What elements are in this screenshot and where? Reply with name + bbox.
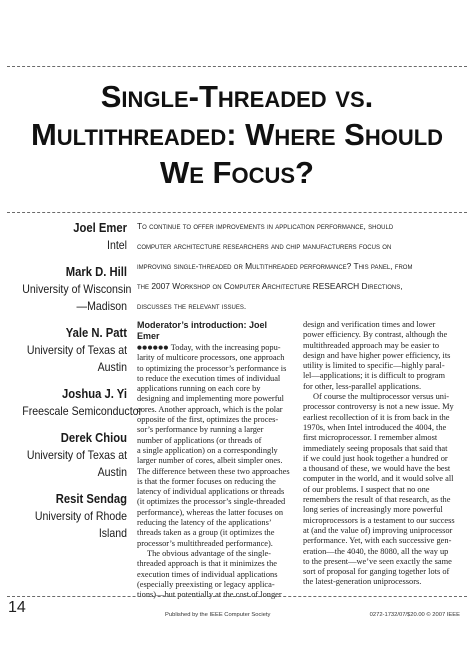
body-text-line: multithreaded approach may be easier to <box>303 340 440 350</box>
body-text-line: opposite of the first, optimizes the proces- <box>137 415 279 425</box>
body-text-line: long series of increasingly more powerful <box>303 505 443 515</box>
abstract-line: computer architecture researchers and chip manufacturers focus on <box>137 241 392 251</box>
body-text: Today, with the increasing popu- <box>170 343 281 352</box>
body-text-line: to reduce the execution times of individual <box>137 373 281 383</box>
copyright-line: 0272-1732/07/$20.00 © 2007 IEEE <box>369 612 460 618</box>
body-text-line: performance. Yet, with each successive gen- <box>303 536 452 546</box>
body-text-line: tions)—but potentially at the cost of longer <box>137 590 282 600</box>
publisher-line: Published by the IEEE Computer Society <box>165 612 271 618</box>
body-text-line: power efficiency. By contrast, although the <box>303 330 448 340</box>
body-text-line: at (and the value of) improving uniprocessor <box>303 525 453 535</box>
author-affiliation: Island <box>98 526 127 540</box>
body-text-line: if we could just hook together a hundred or <box>303 453 448 463</box>
body-text-line: to optimizing the processor’s performance is <box>137 363 287 373</box>
body-text-line: Of course the multiprocessor versus uni- <box>313 392 450 402</box>
author-list <box>8 220 143 548</box>
author <box>8 430 127 481</box>
body-text-line: a single application) on a correspondingly <box>137 445 278 455</box>
body-text-line: immediately seeing proposals that said that <box>303 443 448 453</box>
bullet-dots-ornament: ●●●●●● <box>137 345 169 351</box>
author-affiliation: Freescale Semiconductor <box>22 404 143 418</box>
body-text-line: execution times of individual applications <box>137 569 278 579</box>
author <box>8 386 143 420</box>
author <box>8 264 132 315</box>
left-column-lines <box>137 343 291 600</box>
body-text-line: number of applications (or threads of <box>137 435 262 445</box>
body-text-line: The difference between these two approaches <box>137 466 290 476</box>
body-text-line: is that the former focuses on reducing the <box>137 476 276 486</box>
body-text-line: reducing the latency of the applications’ <box>137 518 272 528</box>
body-text-line: processor’s multithreaded performance). <box>137 538 273 548</box>
body-text-line: (it optimizes the processor’s single-threaded <box>137 497 286 507</box>
author-affiliation: University of Texas at <box>26 448 127 462</box>
abstract-line: To continue to offer improvements in application performance, should <box>137 221 394 231</box>
abstract <box>137 216 457 316</box>
author-affiliation: —Madison <box>76 299 127 313</box>
body-text-line: earliest recollection of it is from back in the <box>303 412 450 422</box>
body-text-line: to the present—we’ve seen exactly the same <box>303 556 452 566</box>
body-text-line: lel—applications; it is difficult to program <box>303 371 445 381</box>
author-affiliation: University of Wisconsin <box>22 282 132 296</box>
author-affiliation: Intel <box>107 238 127 252</box>
body-text-line: 1970s, when Intel introduced the 4004, the <box>303 422 447 432</box>
title-line: Multithreaded: Where Should <box>30 117 444 152</box>
author-affiliation: Austin <box>97 465 127 479</box>
body-text-line: a thousand of these, we would have the best <box>303 464 451 474</box>
body-text-line: sort of proposal for ganging together lots of <box>303 567 450 577</box>
author-affiliation: University of Rhode <box>34 509 127 523</box>
top-rule <box>7 66 467 67</box>
section-subhead: Moderator’s introduction: Joel Emer <box>137 320 268 341</box>
body-text-line: larity of multicore processors, one approach <box>137 353 285 363</box>
author-name: Joel Emer <box>73 221 127 235</box>
author <box>8 325 127 376</box>
page-number: 14 <box>8 599 26 616</box>
body-text-line: design and verification times and lower <box>303 320 436 329</box>
body-text-line: performance), whereas the latter focuses on <box>137 507 284 517</box>
body-column-right <box>303 320 459 588</box>
body-text-line: design and have higher power efficiency, its <box>303 350 451 360</box>
body-text-line: computer in the world, and it would solve all <box>303 474 454 484</box>
author-affiliation: University of Texas at <box>26 343 127 357</box>
title-line: Single-Threaded vs. <box>100 79 374 114</box>
author-name: Derek Chiou <box>60 431 128 445</box>
body-text-line: first microprocessor. I remember almost <box>303 433 438 443</box>
body-text-line <box>137 343 291 353</box>
body-text-line: applications running on each core by <box>137 384 261 394</box>
body-text-line: larger number of cores, albeit simpler ones. <box>137 456 283 466</box>
author-name: Yale N. Patt <box>65 326 127 340</box>
body-text-line: (especially preexisting or legacy applica- <box>137 579 275 589</box>
body-text-line: eration—the 4040, the 8080, all the way up <box>303 546 449 556</box>
author <box>8 220 127 254</box>
body-text-line: of our problems. I suspect that no one <box>303 484 430 494</box>
author-name: Joshua J. Yi <box>61 387 127 401</box>
author-name: Mark D. Hill <box>65 265 127 279</box>
right-column-lines <box>303 320 459 588</box>
body-text-line: designing and implementing more powerful <box>137 394 284 404</box>
body-text-line: threaded approach is that it minimizes the <box>137 559 278 569</box>
body-text-line: threads taken as a group (it optimizes the <box>137 528 275 538</box>
abstract-line: the 2007 Workshop on Computer Architecture RESEARCH Directions, <box>137 281 403 291</box>
abstract-line: discusses the relevant issues. <box>137 301 247 311</box>
body-text-line: The obvious advantage of the single- <box>147 548 271 558</box>
body-text-line: sor’s performance by running a larger <box>137 425 264 435</box>
footer-rule <box>7 596 467 597</box>
abstract-line: improving single-threaded or Multithreaded performance? This panel, from <box>137 261 413 271</box>
body-text-line: utility is limited to specific—highly paral- <box>303 361 445 371</box>
author-affiliation: Austin <box>97 360 127 374</box>
body-text-line: processor controversy is not a new issue. My <box>303 402 454 412</box>
body-text-line: cores. Another approach, which is the polar <box>137 404 283 414</box>
title-line: We Focus? <box>160 155 314 190</box>
body-text-line: for other, less-parallel applications. <box>303 381 422 391</box>
body-text-line: latency of individual applications or threads <box>137 487 285 497</box>
article-title <box>30 78 444 192</box>
author-name: Resit Sendag <box>55 492 128 506</box>
body-column-left <box>137 320 291 600</box>
title-bottom-rule <box>7 212 467 213</box>
author <box>8 491 127 542</box>
body-text-line: microprocessors is a testament to our success <box>303 515 455 525</box>
body-text-line: the latest-generation uniprocessors. <box>303 577 422 587</box>
body-text-line: remembers the result of that research, as the <box>303 495 451 505</box>
